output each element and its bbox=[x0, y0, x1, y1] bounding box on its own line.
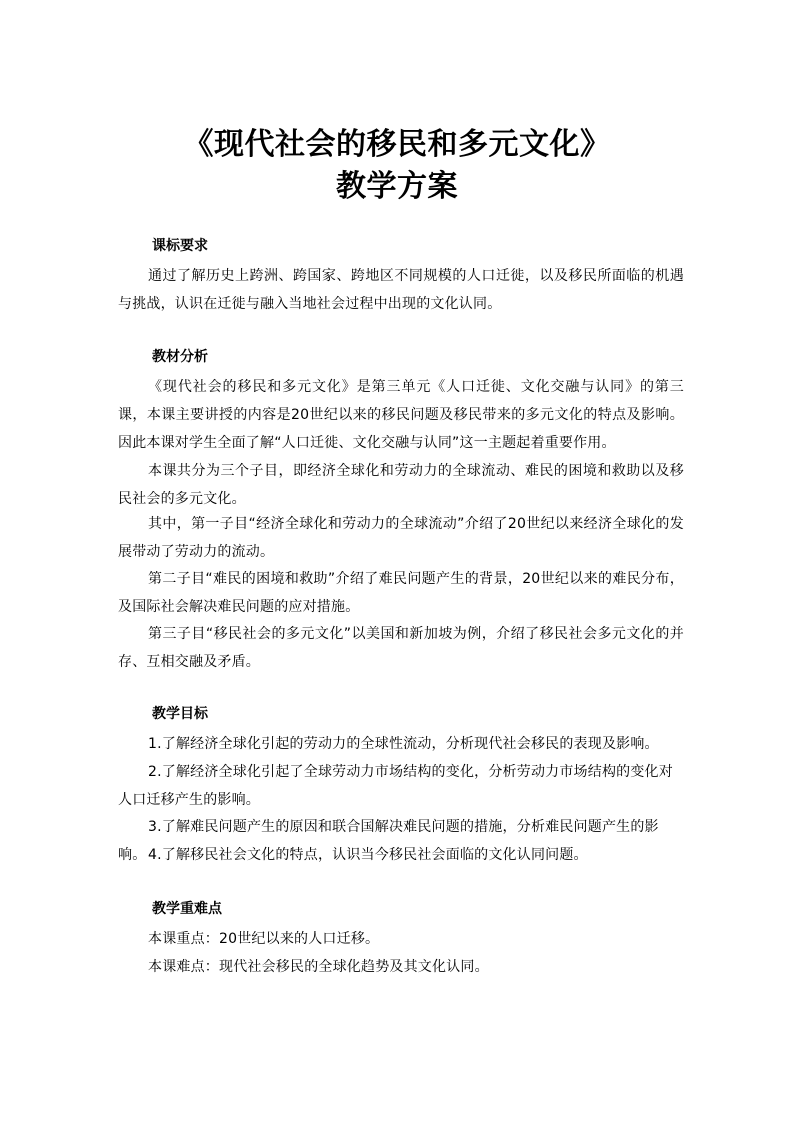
section-heading-standards: 课标要求 bbox=[152, 238, 208, 254]
key-focus-line: 本课重点：20世纪以来的人口迁移。 bbox=[148, 931, 380, 947]
document-title: 《现代社会的移民和多元文化》 bbox=[183, 127, 611, 162]
goal-item: 1.了解经济全球化引起的劳动力的全球性流动，分析现代社会移民的表现及影响。 bbox=[148, 736, 659, 752]
section-heading-keypoints: 教学重难点 bbox=[152, 901, 222, 917]
analysis-paragraph-4: 第二子目“难民的困境和救助”介绍了难民问题产生的背景，20世纪以来的难民分布，及国际社会解决难民问题的应对措施。 bbox=[118, 571, 684, 615]
section-heading-goals: 教学目标 bbox=[152, 706, 208, 722]
goal-item: 3.了解难民问题产生的原因和联合国解决难民问题的措施，分析难民问题产生的影响。 bbox=[118, 819, 659, 863]
document-subtitle: 教学方案 bbox=[336, 169, 458, 204]
goal-item: 4.了解移民社会文化的特点，认识当今移民社会面临的文化认同问题。 bbox=[148, 847, 588, 863]
analysis-paragraph-5: 第三子目“移民社会的多元文化”以美国和新加坡为例，介绍了移民社会多元文化的并存、互相交融及矛盾。 bbox=[118, 626, 684, 670]
standards-paragraph: 通过了解历史上跨洲、跨国家、跨地区不同规模的人口迁徙，以及移民所面临的机遇与挑战，认识在迁徙与融入当地社会过程中出现的文化认同。 bbox=[118, 268, 684, 312]
key-difficulty-line: 本课难点：现代社会移民的全球化趋势及其文化认同。 bbox=[148, 959, 489, 975]
section-heading-analysis: 教材分析 bbox=[152, 349, 208, 365]
goal-item: 2.了解经济全球化引起了全球劳动力市场结构的变化，分析劳动力市场结构的变化对人口迁移产生的影响。 bbox=[118, 764, 673, 808]
analysis-paragraph-1: 《现代社会的移民和多元文化》是第三单元《人口迁徙、文化交融与认同》的第三课，本课主要讲授的内容是20世纪以来的移民问题及移民带来的多元文化的特点及影响。因此本课对学生全面了解“人口迁徙、文化交融与认同”这一主题起着重要作用。 bbox=[118, 379, 684, 451]
analysis-paragraph-3: 其中，第一子目“经济全球化和劳动力的全球流动”介绍了20世纪以来经济全球化的发展带动了劳动力的流动。 bbox=[118, 516, 684, 560]
analysis-paragraph-2: 本课共分为三个子目，即经济全球化和劳动力的全球流动、难民的困境和救助以及移民社会的多元文化。 bbox=[118, 463, 684, 507]
